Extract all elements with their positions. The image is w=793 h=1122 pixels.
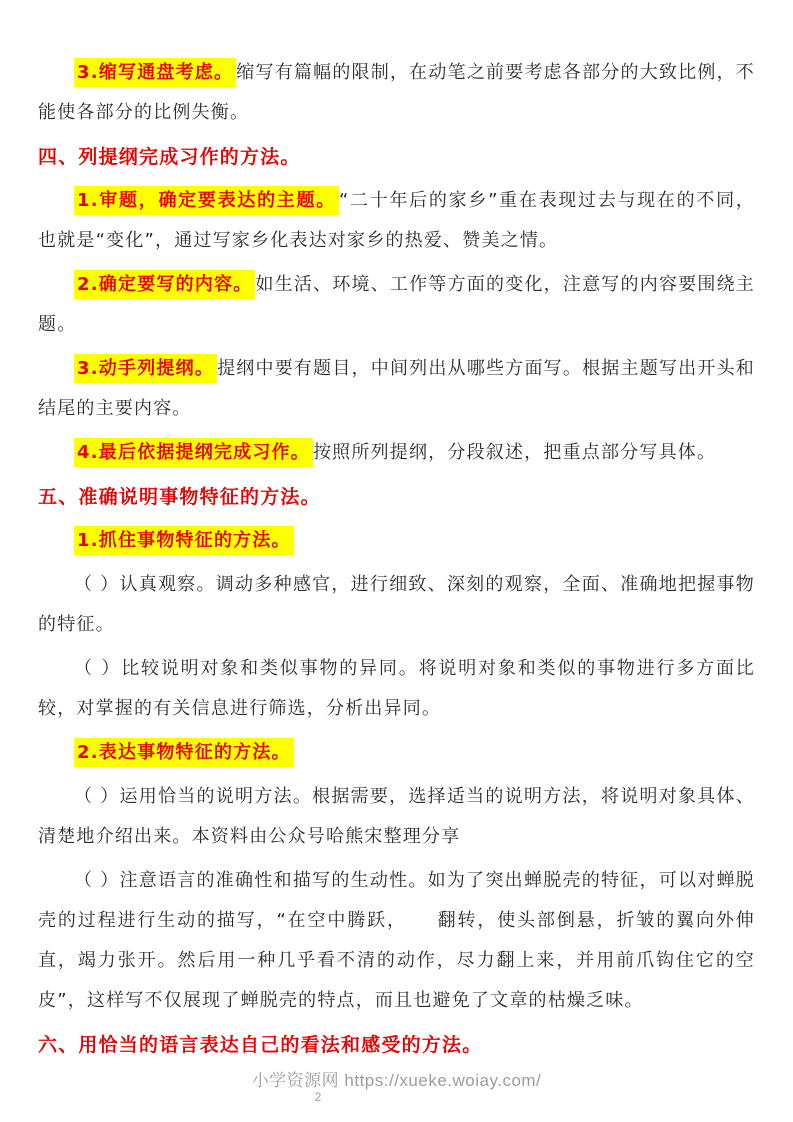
paragraph-cicada-example: （ ）注意语言的准确性和描写的生动性。如为了突出蝉脱壳的特征，可以对蝉脱壳的过程进行生动的描写，“在空中腾跃， 翻转，使头部倒悬，折皱的翼向外伸直，竭力张开。然后用一种几乎看不清的动作，尽力翻上来，并用前爪钩住它的空皮”，这样写不仅展现了蝉脱壳的特点，而且也避免了文章的枯燥乏味。 <box>38 870 755 1011</box>
section-heading-six: 六、用恰当的语言表达自己的看法和感受的方法。 <box>38 1034 483 1056</box>
paragraph-compare: （ ）比较说明对象和类似事物的异同。将说明对象和类似的事物进行多方面比较，对掌握的有关信息进行筛选，分析出异同。 <box>38 658 755 719</box>
paragraph-four-item-4 <box>38 433 755 473</box>
paragraph-four-item-1 <box>38 181 755 261</box>
highlighted-point-label: 3.动手列提纲。 <box>74 354 217 383</box>
highlighted-point-label: 1.审题，确定要表达的主题。 <box>74 186 339 215</box>
subheading-five-2 <box>38 733 755 773</box>
section-heading-four: 四、列提纲完成习作的方法。 <box>38 146 301 168</box>
paragraph-text: “二十年后的家乡”重在表现过去与现在的不同，也就是“变化”，通过写家乡化表达对家乡的热爱、赞美之情。 <box>38 190 755 251</box>
section-heading-five: 五、准确说明事物特征的方法。 <box>38 486 321 508</box>
page-number: 2 <box>314 1090 322 1104</box>
paragraph-explain-methods: （ ）运用恰当的说明方法。根据需要，选择适当的说明方法，将说明对象具体、清楚地介绍出来。本资料由公众号哈熊宋整理分享 <box>38 786 755 847</box>
highlighted-subheading: 2.表达事物特征的方法。 <box>74 738 294 767</box>
subheading-five-1 <box>38 521 755 561</box>
paragraph-text: 按照所列提纲，分段叙述，把重点部分写具体。 <box>312 442 717 463</box>
highlighted-subheading: 1.抓住事物特征的方法。 <box>74 526 294 555</box>
footer-site-link: 小学资源网 https://xueke.woiay.com/ <box>251 1071 542 1090</box>
paragraph-four-item-3 <box>38 349 755 429</box>
highlighted-point-label: 4.最后依据提纲完成习作。 <box>74 438 313 467</box>
paragraph-condense-overall <box>38 53 755 133</box>
paragraph-text: 缩写有篇幅的限制，在动笔之前要考虑各部分的大致比例，不能使各部分的比例失衡。 <box>38 62 755 123</box>
paragraph-four-item-2 <box>38 265 755 345</box>
highlighted-point-label: 3.缩写通盘考虑。 <box>74 58 236 87</box>
paragraph-text: 提纲中要有题目，中间列出从哪些方面写。根据主题写出开头和结尾的主要内容。 <box>38 358 755 419</box>
paragraph-observe: （ ）认真观察。调动多种感官，进行细致、深刻的观察，全面、准确地把握事物的特征。 <box>38 574 755 635</box>
paragraph-text: 如生活、环境、工作等方面的变化，注意写的内容要围绕主题。 <box>38 274 755 335</box>
highlighted-point-label: 2.确定要写的内容。 <box>74 270 255 299</box>
